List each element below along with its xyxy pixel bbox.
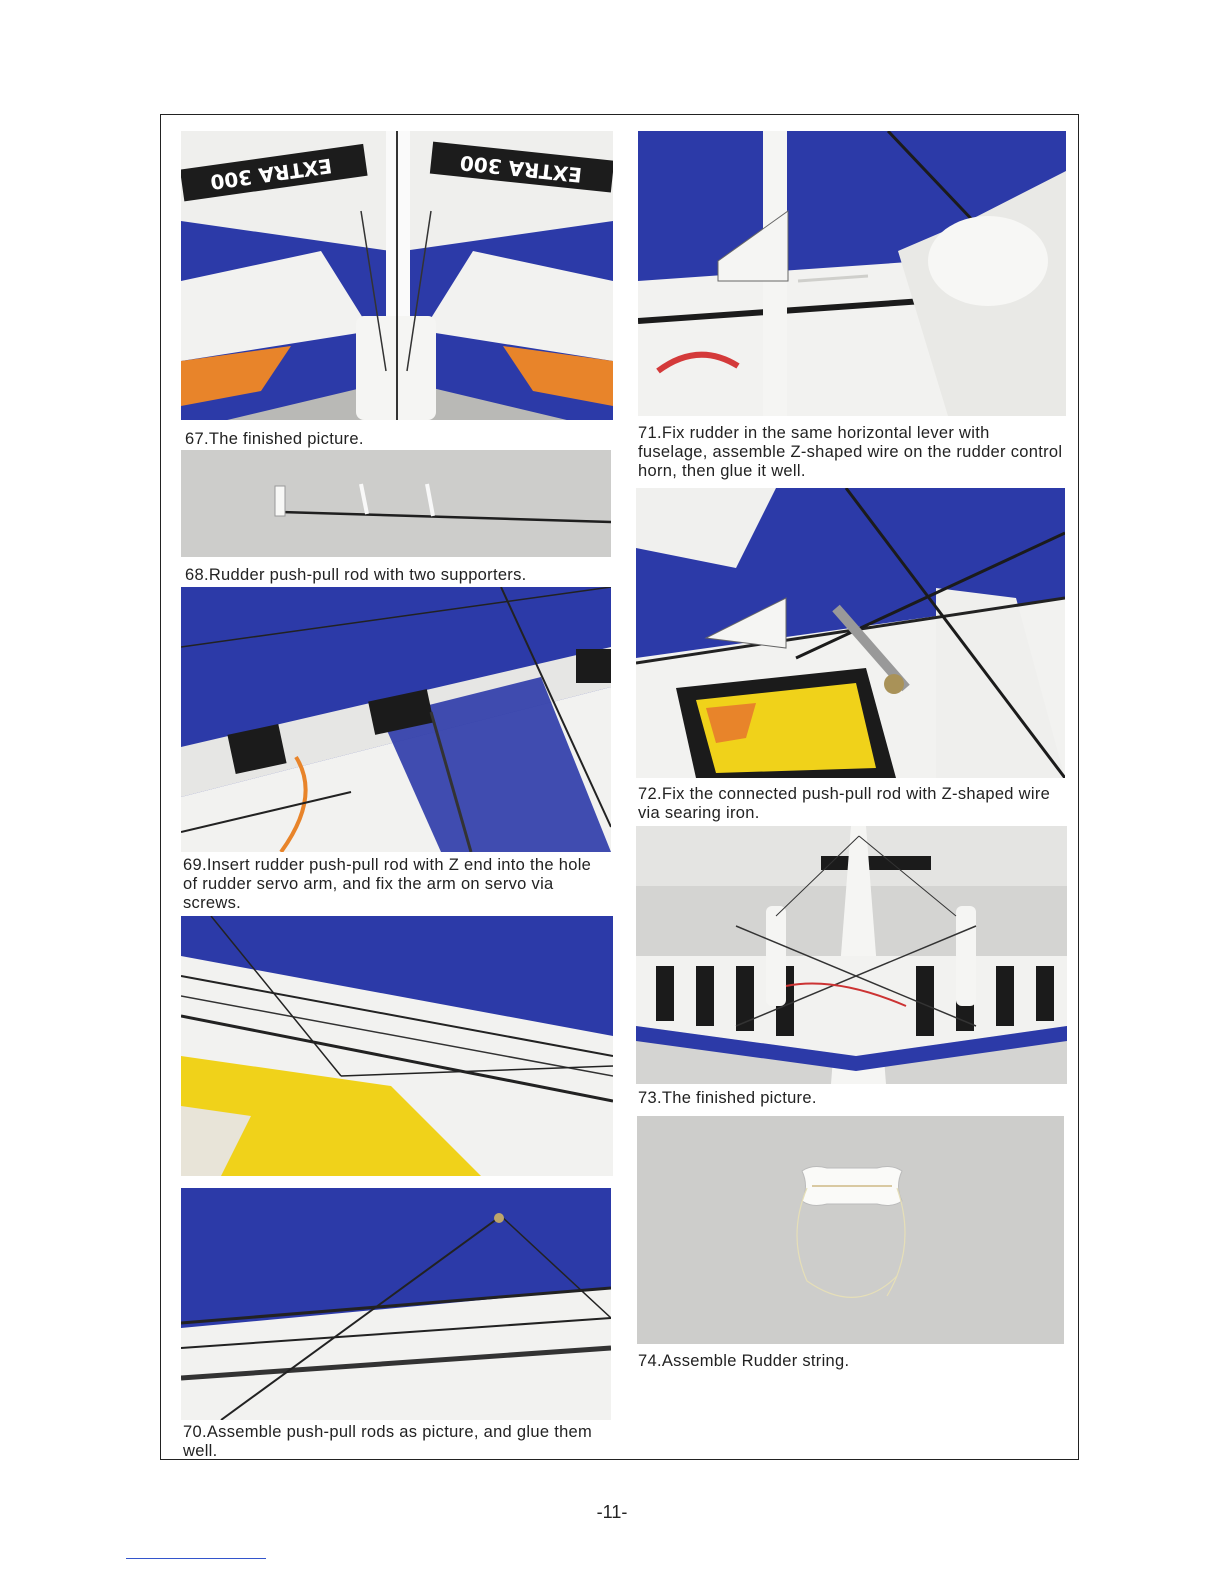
- caption-69: 69.Insert rudder push-pull rod with Z end into the hole of rudder servo arm, and fix the arm on servo via screws.: [183, 856, 592, 912]
- photo-68-push-pull-rod: [181, 450, 611, 557]
- caption-71: 71.Fix rudder in the same horizontal lever with fuselage, assemble Z-shaped wire on the rudder control horn, then glue it well.: [638, 424, 1063, 480]
- photo-67-tail-finished: [181, 131, 613, 420]
- photo-69-rudder-servo: [181, 587, 611, 852]
- photo-70-push-pull-rods-a: [181, 916, 613, 1176]
- tail-decal-left: EXTRA 300: [208, 153, 334, 195]
- photo-73-finished: [636, 826, 1067, 1084]
- caption-73: 73.The finished picture.: [638, 1089, 817, 1107]
- photo-72-searing-iron: [636, 488, 1065, 778]
- photo-70-push-pull-rods-b: [181, 1188, 611, 1420]
- photo-74-rudder-string: [637, 1116, 1064, 1344]
- footnote-rule: [126, 1558, 266, 1559]
- photo-71-rudder-horn-glue: [638, 131, 1066, 416]
- caption-70: 70.Assemble push-pull rods as picture, and glue them well.: [183, 1423, 593, 1460]
- page-number: -11-: [596, 1502, 628, 1522]
- caption-74: 74.Assemble Rudder string.: [638, 1352, 850, 1370]
- caption-67: 67.The finished picture.: [185, 430, 364, 448]
- caption-72: 72.Fix the connected push-pull rod with Z-shaped wire via searing iron.: [638, 785, 1051, 822]
- tail-decal-right: EXTRA 300: [458, 150, 583, 188]
- caption-68: 68.Rudder push-pull rod with two supporters.: [185, 566, 527, 584]
